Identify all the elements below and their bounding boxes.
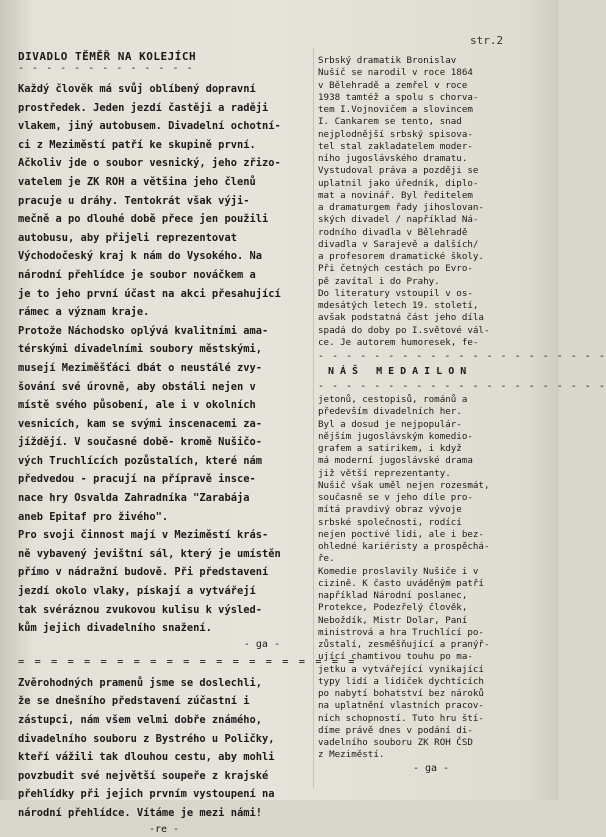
text-line: aneb Epitaf pro živého". [18,510,169,523]
text-line: ně vybavený jevištní sál, který je umístěn [18,547,281,560]
text-line: uplatnil jako úředník, diplo- [318,177,479,189]
text-line: především divadelních her. [318,406,462,418]
text-line: Do literatury vstoupil v os- [318,287,473,299]
text-line: Nušič se narodil v roce 1864 [318,67,473,79]
notice-signature: -re - [148,823,180,835]
text-line: vlakem, jiný autobusem. Divadelní ochotní- [18,120,281,133]
text-line: mdesátých letech 19. století, [318,300,479,311]
text-line: ce. Je autorem humoresek, fe- [318,336,479,348]
text-line: kteří vážili tak dlouhou cestu, aby mohli [18,751,275,764]
text-line: mat a novinář. Byl ředitelem [318,189,473,201]
text-line: mítá pravdivý obraz vývoje [318,504,462,516]
text-line: ře. [318,553,335,565]
text-line: tak svéráznou zvukovou kulisu k výsled- [18,603,262,616]
text-line: zůstalí, zesměšňující a pranýř- [318,639,490,650]
text-line: spadá do doby po I.světové vál- [318,324,490,336]
text-line: Zvěrohodných pramenů jsme se doslechli, [18,676,262,689]
text-line: národní přehlídce. Vítáme je mezi námi! [18,806,262,819]
text-line: I. Cankarem se tento, snad [318,116,462,128]
text-line: Byl a dosud je nejpopulár- [318,418,462,430]
left-column [18,50,357,837]
text-line: vesnicích, kam se svými inscenacemi za- [18,417,262,430]
text-line: autobusu, aby přijeli reprezentovat [18,231,237,244]
text-line: tem I.Vojnovičem a slovincem [318,104,473,115]
text-line: ministrová a hra Truchlící po- [318,626,484,638]
text-line: Nušič však uměl nejen rozesmát, [318,479,490,491]
text-line: nejplodnější srbský spisova- [318,128,473,140]
text-line: povzbudit své největší soupeře z krajské [18,769,269,782]
text-line: ohledné kariéristy a prospěchá- [318,541,490,552]
text-line: že se dnešního představení zúčastní i [18,695,250,708]
text-line: nace hry Osvalda Zahradníka "Zarabája [18,492,250,505]
medallion-heading: NÁŠ MEDAILON [328,366,473,377]
text-line: rámec a význam kraje. [18,306,150,319]
medallion-divider-top: - - - - - - - - - - - - - - - - - - - - - [318,351,606,362]
text-line: vadelního souboru ZK ROH ČSD [318,737,473,748]
text-line: grafem a satirikem, i když [318,443,462,454]
biography-bottom [318,394,544,762]
text-line: divadelního souboru z Bystrého u Poličky, [18,732,275,745]
article-body [18,80,310,638]
text-line: musejí Meziměšťáci dbát o neustálé zvy- [18,361,262,374]
text-line: na uplatnění vlastních pracov- [318,700,484,712]
text-line: prostředek. Jeden jezdí častěji a raději [18,101,269,114]
text-line: 1938 tamtéž a spolu s chorva- [318,91,479,103]
text-line: díme právě dnes v podání di- [318,724,473,736]
text-line: nejen poctivé lidi, ale i bez- [318,528,484,540]
text-line: jezdí okolo vlaky, pískají a vytvářejí [18,585,256,598]
text-line: místě svého působení, ale i v okolních [18,399,256,412]
text-line: předvedou - pracují na přípravě insce- [18,473,256,486]
text-line: Protekce, Podezřelý člověk, [318,602,468,614]
text-line: Srbský dramatik Bronislav [318,55,457,66]
article-title: DIVADLO TĚMĚŘ NA KOLEJÍCH [18,50,197,63]
text-line: zástupci, nám všem velmi dobře známého, [18,714,262,726]
text-line: má moderní jugoslávské drama [318,455,473,467]
text-line: avšak podstatná část jeho díla [318,312,484,324]
text-line: v Bělehradě a zemřel v roce [318,79,468,91]
text-line: srbské společnosti, rodící [318,516,462,528]
text-line: a dramaturgem řady jihoslovan- [318,202,484,213]
text-line: Komedie proslavily Nušiče i v [318,565,479,577]
medallion-divider-bottom: - - - - - - - - - - - - - - - - - - - - - [318,381,606,392]
text-line: přímo v nádražní budově. Při představení [18,566,269,579]
text-line: po nabytí bohatství bez nároků [318,688,484,699]
text-line: šování své úrovně, aby obstáli nejen v [18,380,256,393]
text-line: národní přehlídce je soubor nováčkem a [18,268,256,281]
text-line: tel stal zakladatelem moder- [318,140,473,152]
biography-top [318,55,544,349]
text-line: rodního divadla v Bělehradě [318,226,468,238]
text-line: jetku a vytvářející vynikající [318,663,484,675]
text-line: pě zavítal i do Prahy. [318,275,440,287]
column-divider [313,48,314,788]
text-line: Při četných cestách po Evro- [318,263,473,275]
text-line: již větší reprezentanty. [318,467,451,479]
text-line: typy lidí a lidiček dychtících [318,675,484,687]
text-line: Neboždík, Mistr Dolar, Paní [318,614,468,626]
text-line: vých Truchlících pozůstalích, které nám [18,454,262,467]
notice-body [18,674,310,823]
text-line: térskými divadelními soubory městskými, [18,343,262,356]
text-line: divadla v Sarajevě a dalších/ [318,238,479,250]
text-line: cizině. K často uváděným patří [318,577,484,589]
text-line: Každý člověk má svůj oblíbený dopravní [18,83,256,95]
text-line: ních schopností. Tuto hru ští- [318,712,484,724]
text-line: jetonů, cestopisů, románů a [318,394,468,405]
text-line: ských divadel / například Ná- [318,214,479,226]
text-line: a profesorem dramatické školy. [318,251,484,262]
page-number: str.2 [470,34,504,47]
text-line: ci z Meziměstí patří ke skupině první. [18,138,256,151]
text-line: jíždějí. V současné době- kromě Nušičo- [18,436,262,449]
text-line: je to jeho první účast na akci přesahující [18,287,281,300]
text-line: pracuje u dráhy. Tentokrát však výji- [18,194,250,207]
text-line: přehlídky při jejich prvním vystoupení na [18,788,275,801]
text-line: například Národní poslanec, [318,590,468,601]
section-separator: = = = = = = = = = = = = = = = = = = = = = [18,655,357,668]
text-line: ního jugoslávského dramatu. [318,153,468,164]
text-line: kům jejich divadelního snažení. [18,622,212,635]
right-column [318,55,606,776]
title-underline: - - - - - - - - - - - - - [18,63,194,74]
text-line: současně se v jeho díle pro- [318,492,473,503]
text-line: Ačkoliv jde o soubor vesnický, jeho zřizo- [18,157,281,170]
text-line: vatelem je ZK ROH a většina jeho členů [18,175,256,188]
text-line: Pro svoji činnost mají v Meziměstí krás- [18,529,269,542]
text-line: ující chamtivou touhu po ma- [318,651,473,663]
text-line: nějším jugoslávským komedio- [318,430,473,442]
text-line: z Meziměstí. [318,749,385,761]
text-line: Východočeský kraj k nám do Vysokého. Na [18,250,262,263]
text-line: Vystudoval práva a později se [318,165,479,177]
text-line: mečně a po dlouhé době přece jen použili [18,213,269,226]
biography-signature: - ga - [412,762,450,774]
text-line: Protože Náchodsko oplývá kvalitními ama- [18,324,269,337]
article-signature: - ga - [243,638,280,650]
